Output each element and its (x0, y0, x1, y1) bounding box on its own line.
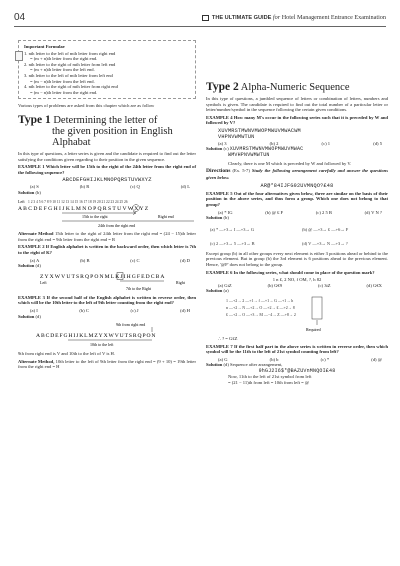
example6-answer-text: ? = G£Z (222, 335, 238, 341)
example1-figure (18, 197, 196, 229)
solution-answer: (d) (223, 362, 229, 368)
alternate-text: 10th letter to the left of 9th letter from the right end = (9 + 10) = 19th letter from the right end = H (18, 358, 196, 370)
example4-seq1: XUVMRSTMWNVMWOPMWUVMWACWM (218, 128, 301, 135)
example6-solution (206, 288, 388, 294)
book-icon (202, 15, 209, 21)
alternate-text: 15th letter to the right of 24th letter from the right end = (24 − 15)th letter from the right end = 9th letter from the right end = R (18, 231, 196, 242)
option: (b) G€9 (267, 282, 283, 288)
solution-label: Solution (206, 146, 223, 152)
fig2-right: Right (176, 279, 185, 285)
example4-seq2: VHPNVWMWTUN (218, 134, 255, 141)
option: (a) GtZ (218, 282, 232, 288)
example2-question (18, 244, 196, 255)
therefore-icon: ∴ (218, 335, 221, 341)
example1-question (18, 164, 196, 175)
example7-sequence: 9hGJ2I6$*@BAZUVnMNQOI£48 (258, 367, 336, 374)
solution-seq2: WMVHPNVWMWTUN (228, 152, 270, 159)
example4-label: EXAMPLE 4 (206, 114, 233, 120)
directions-text: Study the following arrangement carefully and answer the questions given below. (206, 168, 388, 180)
formulae-box (18, 40, 196, 99)
type2-heading (206, 81, 388, 93)
example3-solution (18, 314, 196, 320)
option: (a) S (30, 184, 39, 189)
option: (b) C (79, 307, 89, 313)
example4-text: How many M's occur in the following series such that it is preceded by W and followed by V? (206, 114, 388, 126)
fig5-c: (c) 2 —+3→ 5 —+3→ B (210, 240, 255, 246)
running-rest: Hotel Management Entrance Examination (281, 14, 386, 21)
example7-question (206, 344, 388, 355)
running-italic: for (272, 14, 281, 21)
option: (c) 3tZ (317, 282, 331, 288)
example5-figure (206, 223, 388, 249)
alternate-label: Alternate Method, (18, 358, 55, 364)
fig-24th-label: 24th from the right end (98, 223, 136, 229)
formula-line: = (m + n)th letter from the left end. (30, 67, 95, 73)
example2-text: If English alphabet is written in the backward order, then which letter is 7th to the right of K? (18, 244, 196, 255)
fig-number-row: 1 2 3 4 5 6 7 8 9 10 11 12 13 14 15 16 17 18 19 20 21 22 23 24 25 26 (28, 200, 128, 205)
fig3-letters: ABCDEFGHIJKLMZYXWVUTSRQPON (36, 333, 157, 340)
example3-answer: 9th from right end is V and 10th to the left of V is H. (18, 351, 116, 357)
solution-answer: (b) (35, 189, 41, 195)
fig6-row1: 1 —+2→ 2 —+1→ f —+1→ G —+1→ h (226, 297, 294, 303)
solution-label: Solution (206, 288, 223, 294)
solution-label: Solution (206, 362, 223, 368)
fig6-required-box (312, 297, 322, 319)
option: (b) R (79, 184, 90, 189)
option: (b) @ £ F (265, 209, 284, 215)
solution-answer: (a) (223, 288, 229, 294)
example4-question (206, 115, 388, 126)
option: (d) V N ? (364, 209, 382, 215)
example4-note: Clearly, there is one M which is preceded by W and followed by V. (228, 160, 352, 166)
fig-letter-row: A B C D E F G H I J K L M N O P Q R S T U V W X Y Z (18, 206, 149, 213)
option: (d) G€X (366, 282, 382, 288)
option: (a) G (218, 356, 228, 362)
option: (d) H (180, 307, 190, 313)
intro-text: Various types of problems are asked from this chapter which are as follow (18, 103, 155, 109)
example7-label: EXAMPLE 7 (206, 343, 233, 349)
notepad-icon (15, 51, 23, 61)
directions-sequence: AR@*84IJFG92UVMNQO?£48 (260, 182, 334, 189)
solution-answer: (d) (35, 313, 41, 319)
option: (b) B (79, 257, 90, 263)
type1-description: In this type of questions, a letter series is given and the candidate is required to find out the letter satisfying the conditions given regarding to their position in the given sequence. (18, 151, 196, 162)
solution-seq1: XUVMRSTMWNVMWOPMWUVMWAC (229, 146, 304, 153)
fig2-note: 7th to the Right (126, 285, 151, 291)
fig6-required: Required (306, 326, 321, 332)
fig5-b: (b) @ —+3→ £ —+6→ F (302, 226, 349, 232)
formula-line: = (m + n)th letter from the right end. (30, 56, 98, 62)
fig3-top: 9th from right end (116, 322, 146, 328)
option: (c) C (130, 257, 140, 263)
option: (d) 5 (373, 140, 382, 146)
option: (d) L (180, 184, 190, 189)
example6-figure (206, 296, 388, 334)
formula-line: 1. nth letter to the left of mth letter from right end (24, 50, 116, 56)
example5-text: Out of the four alternatives given below, three are similar on the basis of their position in the above series, and thus form a group. Which one does not belong to that group? (206, 190, 388, 208)
example3-question (18, 295, 196, 306)
solution-answer: (b) (223, 215, 229, 221)
formula-line: = (m − n)th letter from the right end. (30, 89, 98, 95)
type1-title-b: the given position in English (52, 126, 173, 137)
example1-text: Which letter will be 15th to the right of the 24th letter from the right end of the following sequence? (18, 164, 196, 175)
example5-label: EXAMPLE 5 (206, 190, 233, 196)
solution-label: Solution (18, 313, 35, 319)
fig6-row3: £ —+2→ O —+3→ M —−4→ Z —+8→ 2 (226, 311, 296, 317)
example6-question (206, 270, 388, 276)
option: (a) * IG (218, 209, 233, 215)
formulae-title: Important Formulae (24, 44, 65, 49)
example3-alternate (18, 359, 196, 370)
option: (c) Q (130, 184, 140, 189)
option: (c) * (320, 356, 330, 362)
option: (c) 2 5 B (315, 209, 332, 215)
formula-line: 4. nth letter to the right of mth letter from right end (24, 84, 118, 90)
formula-line: = (m − n)th letter from the left end. (30, 78, 95, 84)
example1-sequence: ABCDEFGHIJKLMNOPQRSTUVWXYZ (62, 177, 152, 184)
example2-figure (18, 271, 196, 293)
fig5-d: (d) V —+3→ N —+3→ ? (302, 240, 348, 246)
directions-range: (Ex. 5-7) (232, 168, 250, 174)
fig-left-label: Left (18, 199, 25, 205)
option: (a) A (30, 257, 40, 263)
type2-description: In this type of questions, a jumbled sequence of letters or combination of letters, numbers and symbols is given. The candidate is required to find out the total number of a particular letter or letter/number/symbol in the sequence following the certain given conditions. (206, 96, 388, 113)
option: (a) I (30, 307, 38, 313)
example7-text: If the first half part in the above series is written in reverse order, then which symbol will be the 11th to the left of 21st symbol counting from left? (206, 343, 389, 355)
example6-series: 1 n £, 2 NO, f OM, ?, h 82 (272, 277, 322, 283)
example1-solution (18, 190, 196, 196)
fig6-row2: n —+2→ N —+2→ O —+2→ £ —+2→ 8 (226, 304, 295, 310)
formula-line: 3. nth letter to the left of mth letter from left end (24, 72, 113, 78)
fig-right-label: Right end (158, 214, 174, 220)
type2-number: Type 2 (206, 81, 239, 93)
option: (a) 3 (218, 140, 227, 146)
solution-label: Solution (18, 263, 35, 269)
example2-solution (18, 263, 196, 269)
solution-label: Solution (18, 189, 35, 195)
example7-line3: = (21 − 11)th from left = 10th from left = @ (228, 379, 310, 385)
right-column (206, 76, 388, 385)
option: (b) b (269, 356, 279, 362)
option: (d) D (180, 257, 190, 263)
directions-label: Directions (206, 168, 231, 175)
option: (c) J (130, 307, 139, 313)
type1-title-c: Alphabat (52, 137, 91, 149)
left-column (18, 40, 196, 372)
solution-answer: (c) (223, 146, 229, 152)
example6-answer (206, 336, 388, 342)
directions (206, 168, 388, 180)
example5-explanation: Except group (b) in all other groups every next element is either 3 positions ahead or behind to the previous element. But in group (b) the 3rd element is 6 positions ahead to the previous element. Hence, '@F' does not belong to the group. (206, 250, 388, 267)
fig3-bottom: 10th to the left (90, 342, 114, 348)
example1-label: EXAMPLE 1 (18, 164, 45, 170)
type1-heading (18, 114, 196, 148)
example6-label: EXAMPLE 6 (206, 269, 233, 275)
type2-title: Alpha-Numeric Sequence (240, 82, 350, 93)
example6-text: In the following series, what should come in place of the question mark? (233, 269, 375, 275)
formula-line: 2. nth letter to the right of mth letter from left end (24, 61, 116, 67)
example3-text: If the second half of the English alphabet is written in reverse order, then which will be the 10th letter to the left of 9th letter counting from the right end? (18, 294, 196, 306)
fig-15th-label: 15th to the right (82, 214, 108, 220)
alternate-label: Alternate Method (18, 231, 54, 237)
solution-text: Sequence after arrangement, (230, 362, 283, 368)
fig2-left: Left (40, 279, 47, 285)
option: (c) 1 (321, 140, 331, 146)
header-rule (14, 26, 386, 27)
option: (d) @ (371, 356, 382, 362)
running-head (202, 14, 386, 22)
example3-label: EXAMPLE 3 (18, 294, 45, 300)
example3-figure (18, 321, 196, 349)
page-number: 04 (14, 12, 26, 23)
page-header (0, 0, 400, 30)
option: (b) 2 (269, 140, 279, 146)
example1-alternate (18, 231, 196, 242)
fig5-a: (a) * —+3→ I —+3→ G (210, 226, 255, 232)
fig2-letters: ZYXWVUTSRQPONMLKJIHGFEDCBA (40, 273, 166, 280)
example7-line2: Now, 11th to the left of 21st symbol from left (228, 374, 312, 380)
example5-solution (206, 215, 388, 221)
solution-answer: (d) (35, 263, 41, 269)
type1-number: Type 1 (18, 113, 51, 126)
running-bold: THE ULTIMATE GUIDE (211, 15, 272, 21)
example5-question (206, 191, 388, 208)
solution-label: Solution (206, 215, 223, 221)
type1-title-a: Determining the letter of (53, 114, 158, 126)
example2-label: EXAMPLE 2 (18, 244, 45, 250)
